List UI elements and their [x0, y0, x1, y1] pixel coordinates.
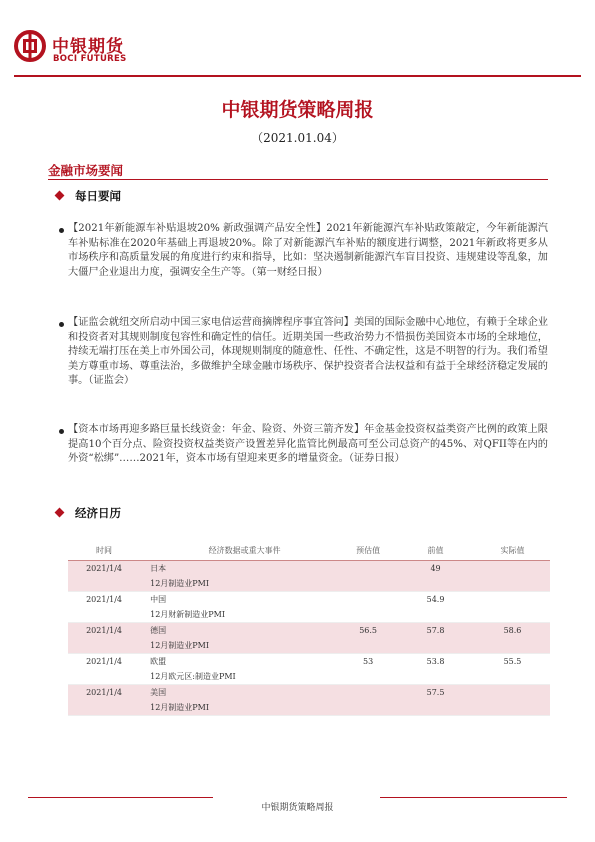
header-divider — [14, 75, 581, 77]
header-expected: 预估值 — [340, 540, 396, 561]
bullet-icon — [59, 322, 64, 327]
table-header-row — [68, 540, 550, 561]
table-row — [68, 576, 550, 592]
footer-divider-right — [380, 797, 567, 798]
cell-actual: 55.5 — [503, 657, 522, 666]
cell-actual — [475, 561, 550, 577]
logo-cn-text: 中银期货 — [52, 37, 124, 57]
table-row — [68, 638, 550, 654]
news-text: 【证监会就纽交所启动中国三家电信运营商摘牌程序事宜答问】美国的国际金融中心地位，有赖于全球企业和投资者对其规则制度包容性和确定性的信任。近期美国一些政治势力不惜损伤美国资本市场的全球地位，持续无端打压在美上市外国公司，体现规则制度的随意性、任性、不确定性，这是不明智的行为。我们希望美方尊重市场、尊重法治，多做维护全球金融市场秩序、保护投资者合法权益和有益于全球经济稳定发展的事。（证监会） — [68, 317, 548, 387]
cell-time: 2021/1/4 — [68, 685, 140, 701]
subsection-label: 经济日历 — [75, 506, 121, 520]
diamond-bullet-icon — [55, 508, 65, 518]
table-row — [68, 561, 550, 577]
table-row — [68, 592, 550, 608]
news-item — [68, 316, 548, 389]
header-actual: 实际值 — [475, 540, 550, 561]
diamond-bullet-icon — [55, 191, 65, 201]
cell-event: 12月制造业PMI — [140, 700, 340, 716]
cell-event: 12月欧元区:制造业PMI — [140, 669, 340, 685]
table-row — [68, 700, 550, 716]
cell-time: 2021/1/4 — [86, 595, 123, 604]
footer-divider-left — [28, 797, 213, 798]
section-divider — [48, 179, 548, 180]
cell-country: 日本 — [140, 561, 340, 577]
cell-previous: 49 — [396, 561, 475, 577]
subsection-label: 每日要闻 — [75, 189, 121, 203]
cell-expected — [340, 592, 396, 608]
cell-country: 德国 — [140, 623, 340, 639]
section-title: 金融市场要闻 — [48, 163, 124, 178]
cell-actual: 58.6 — [475, 623, 550, 639]
header-previous: 前值 — [396, 540, 475, 561]
cell-previous: 54.9 — [426, 595, 445, 604]
news-item — [68, 423, 548, 467]
cell-time: 2021/1/4 — [68, 623, 140, 639]
economic-calendar-table — [68, 540, 550, 716]
cell-country: 欧盟 — [150, 657, 167, 666]
footer-text: 中银期货策略周报 — [261, 803, 334, 813]
cell-country: 美国 — [140, 685, 340, 701]
cell-previous: 57.5 — [396, 685, 475, 701]
news-text: 【资本市场再迎多路巨量长线资金：年金、险资、外资三箭齐发】年金基金投资权益类资产比例的政策上限提高10个百分点、险资投资权益类资产设置差异化监管比例最高可至公司总资产的45%、对QFII等在内的外资“松绑”……2021年，资本市场有望迎来更多的增量资金。（证券日报） — [68, 424, 548, 465]
cell-previous: 57.8 — [396, 623, 475, 639]
news-text: 【2021年新能源车补贴退坡20% 新政强调产品安全性】2021年新能源汽车补贴政策敲定，今年新能源汽车补贴标准在2020年基础上再退坡20%。除了对新能源汽车补贴的额度进行调整，2021年新政将更多从市场秩序和高质量发展的角度进行约束和指导，比如：坚决遏制新能源汽车盲目投资、违规建设等乱象，加大僵尸企业退出力度，强调安全生产等。（第一财经日报） — [68, 223, 548, 278]
logo-en-text: BOCI FUTURES — [53, 54, 127, 64]
cell-actual — [475, 685, 550, 701]
table-row — [68, 669, 550, 685]
cell-event: 12月财新制造业PMI — [140, 607, 340, 623]
cell-expected — [340, 561, 396, 577]
report-title: 中银期货策略周报 — [221, 99, 374, 121]
subsection-daily-news — [56, 188, 121, 204]
boci-logo-icon — [14, 30, 46, 66]
table-row — [68, 654, 550, 670]
report-date: （2021.01.04） — [251, 131, 344, 145]
cell-expected: 56.5 — [340, 623, 396, 639]
cell-event: 12月制造业PMI — [140, 638, 340, 654]
cell-expected: 53 — [363, 657, 374, 666]
cell-country: 中国 — [150, 595, 167, 604]
table-row — [68, 685, 550, 701]
table-row — [68, 607, 550, 623]
header-time: 时间 — [68, 540, 140, 561]
table-row — [68, 623, 550, 639]
cell-actual — [475, 592, 550, 608]
cell-time: 2021/1/4 — [68, 561, 140, 577]
cell-time: 2021/1/4 — [86, 657, 123, 666]
news-item — [68, 222, 548, 280]
cell-previous: 53.8 — [426, 657, 445, 666]
bullet-icon — [59, 228, 64, 233]
header-event: 经济数据或重大事件 — [140, 540, 340, 561]
cell-event: 12月制造业PMI — [140, 576, 340, 592]
subsection-calendar — [56, 505, 121, 521]
bullet-icon — [59, 429, 64, 434]
cell-expected — [340, 685, 396, 701]
